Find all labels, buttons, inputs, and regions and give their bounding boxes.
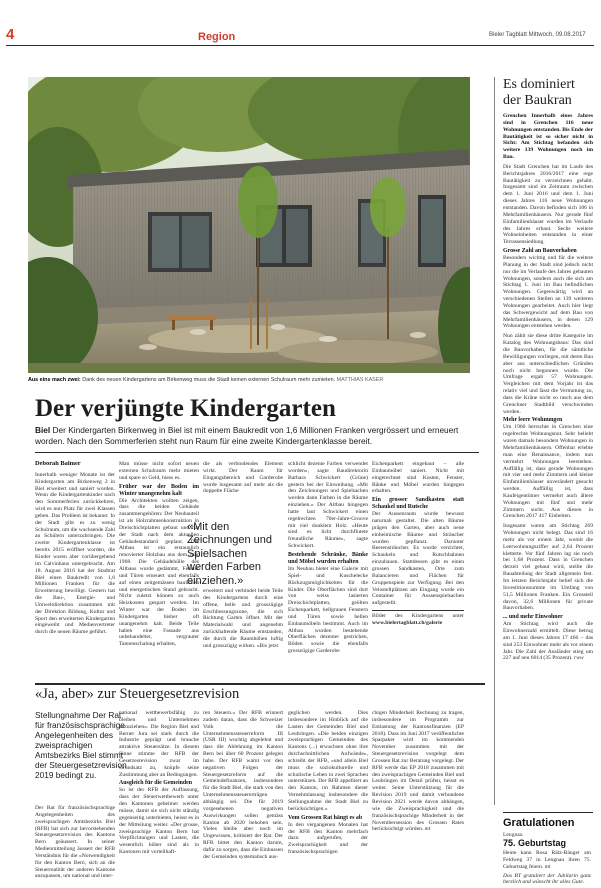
caption-lead: Aus eins mach zwei: — [28, 377, 81, 383]
article2-column-2 — [119, 710, 199, 883]
sidebar-headline-line-1: Es dominiert — [503, 77, 575, 92]
sidebar-subhead-einwohner: ... und mehr Einwohner — [503, 614, 563, 621]
article2-column-2-text-a: national wettbewerbsfähig zu bleiben und Unternehmen anzuziehen». Die Region Biel und Berner Jura sei stark durch die Industrie geprägt und brauche attraktive Steuersätze. In diesem Sinne stimme der RFB der Gesetzesrevision zwar im Grundsatz zu, knüpfe seine Zustimmung aber an Bedingungen. — [119, 710, 199, 778]
gallery-note-text: Bilder des Kindergartens unter — [372, 613, 464, 620]
gallery-note — [372, 610, 464, 627]
sidebar-signature: rww — [574, 655, 584, 662]
column-4-text-b: Im Neubau bietet eine Galerie mit Spiel- und Kuschelecke Rückzugsmöglichkeiten für die Kinder. Die Oberflächen sind dort von weiss lasierten Dreischichtplatten, geölten Eichenparkett, hellgrauen Fenstern und Türen sowie hellen Einbaumöbeln bestimmt. Auch im Altbau wurden bestehende Oberflächen dezenter gestrichen, Böden sowie die ebenfalls grosszügige Garderobe — [288, 565, 368, 655]
masthead-date: Bieler Tagblatt Mittwoch, 09.08.2017 — [489, 32, 586, 38]
sidebar-paragraph-2: Besonders wichtig und für die weitere Planung in der Stadt sind jedoch nicht nur die im Verlaufe des Jahres gebauten Wohnungen, sondern auch die sich am Stichtag 1. Juni im Bau befindlichen Wohnungen. Gegenwärtig wird an verschiedenen Stellen an 139 weiteren Wohnungen gearbeitet. Auch hier liegt das Schwergewicht auf dem Bau von Mehrfamilienhäusern, in denen 129 Wohnungen entstehen werden. — [503, 255, 593, 330]
column-5-text-a: Eichenparkett eingebaut – alle Einbaumöbel saniert. Nicht mit eingerechnet sind Kosten, Fenster, Bänke und Möbel wurden hingegen erhalten. — [372, 461, 464, 495]
column-4-text-a: schlicht dezente Farben verwendet worden», sagte Baudirektorin Barbara Schwickert (Grüne) gestern bei der Einweihung. «Mit den Zeichnungen und Spielsachen werden dann Farben in die Räume einziehen.» Der Altbau hingegen hatte laut Schwickert einen regelrechten 70er-Jahre-Groove mit viel dunklem Holz. «Heute sind es licht durchflutete freundliche Räume», sagte Schwickert. — [288, 461, 368, 550]
column-1-text: Innerhalb weniger Monate ist der Kindergarten am Birkenweg 2 in Biel erweitert und saniert worden. Wenn die Kindergartenkinder nach den Sommerferien zurückkehren, wird es nun Platz für zwei Klassen geben. Das Problem ist bekannt: In der Stadt gibt es zu wenig Schulraum, um die wachsende Zahl an Schülern unterzubringen. Die zweite Kindergartenklasse ist bereits 2015 eröffnet worden, die Kinder waren aber vorübergehend im Calvinhaus untergebracht. Am 18. August 2016 hat der Stadtrat Biel einen Baukredit von 1,6 Millionen Franken für die Erweiterung bewilligt. Gestern hat die Bau-, Energie- und Umweltdirektion zusammen mit der Direktion Bildung, Kultur und Sport den erweiterten Kindergarten eingeweiht und Medienvertreter durch die neuen Räume geführt. — [35, 471, 115, 636]
page-number: 4 — [6, 26, 15, 43]
article2-subhead-gemeinden: Ausgleich für die Gemeinden — [119, 780, 193, 787]
article2-column-4-text-a: geglichen werden. Dies insbesondere im Hinblick auf die Lasten der Gemeinden Biel und Leubringen. «Die beiden einzigen zweisprachigen Gemeinden des Kantons (...) erwachsen ohne ihre durchschnittlichen Aufwände», schreibt der RFB, «und allein Biel muss die soziokulturelle und schulische Leben in zwei Sprachen unterstützen. Der RFB appelliert an den Kanton, im Rahmen dieser Vernehmlassung insbesondere die Stellungnahme der Stadt Biel zu berücksichtigen.» — [288, 710, 368, 812]
article-column-1 — [35, 461, 115, 679]
caption-text: Dank des neuen Kindergartens am Birkenweg muss die Stadt keinen externen Schulraum mehr zumieten. — [82, 377, 336, 383]
sidebar-paragraph-1: Die Stadt Grenchen hat im Laufe des Berichtsjahres 2016/2017 eine rege Bautätigkeit zu verzeichnen gehabt. Insgesamt sind im Zeitraum zwischen dem 1. Juni 2016 und dem 1. Juni dieses Jahres 116 neue Wohnungen entstanden. Davon befinden sich 106 in Mehrfamilienhäusern. Nur gerade fünf Einfamilienhäuser wurden im Verlaufe des Jahres erbaut. Sechs weitere Wohneinheiten entstanden in einer Terrassensiedlung. — [503, 163, 593, 246]
photo-caption — [28, 377, 470, 384]
kindergarten-photo — [28, 77, 470, 373]
sidebar-subhead-wohnungen: Mehr leere Wohnungen — [503, 417, 563, 424]
sidebar-paragraph-6-text: Am Stichtag wird auch die Einwohnerzahl ermittelt. Diese betrug am 1. Juni dieses Jahres 17 466 – das sind 253 Einwohner mehr als vor einem Jahr. Die Zahl der Ausländer stieg um 227 auf neu 6014 (35 Prozent). — [503, 621, 593, 662]
gallery-link[interactable]: www.bielertagblatt.ch/galerie — [372, 619, 443, 626]
article-lead — [35, 425, 475, 446]
kindergarten-photo-illustration — [28, 77, 470, 373]
sidebar-article — [503, 113, 593, 809]
sidebar-divider — [494, 77, 495, 805]
article-headline: Der verjüngte Kindergarten — [35, 395, 336, 422]
article2-subhead-grosser-rat: Vom Grossen Rat hängt es ab — [288, 814, 363, 821]
article2-top-rule — [35, 683, 485, 685]
sidebar-intro-location: Grenchen — [503, 113, 527, 119]
article2-headline: «Ja, aber» zur Steuergesetzrevision — [35, 686, 240, 702]
article-column-3-bottom: erweitert und verbindet beide Teile des Kindergartens durch eine offene, helle und grosszügige Erschliessungszone, die sich Richtung Garten öffnet. Mit der Materialwahl und angenehm zurückhaltende Räume entstanden, die durch die Raumhöhen luftig und grosszügig wirken. «Bis jetzt — [203, 588, 283, 649]
sidebar-paragraph-4: Um 1960 herrschte in Grenchen eine regelrechte Wohnungsnot. Sehr beliebt waren damals besonders Wohnungen in Mehrfamilienhäusern. Offenbar erlebte man eine Renaissance, indem nun vermehrt Wohnungen leerstehen. Auffällig ist, dass gerade Wohnungen mit vier und mehr Zimmern und kleine Einfamilienhäuser unverändert gesucht werden. Auffällig ist, dass Kaufeigentümer vermehrt auch ältere Wohnungen mit fünf und mehr Zimmern sucht. Aus diesen in Grenchen 2017 417 Einheiten. — [503, 424, 593, 520]
article2-column-5 — [372, 710, 464, 883]
sidebar-paragraph-6 — [503, 621, 593, 662]
sidebar-intro — [503, 113, 593, 161]
lead-location: Biel — [35, 425, 51, 435]
article2-column-4-text-b: In den vergangenen Monaten hat der RFB den Kanton mehrfach dazu aufgerufen, der Zweisprachigkeit und der französischsprachigen — [288, 821, 368, 856]
congrats-header: Gratulationen — [503, 817, 575, 829]
sidebar-paragraph-5: Insgesamt waren am Stichtag 269 Wohnungen nicht belegt. Das sind 16 mehr als vor einem Jahr, womit die Leerwohnungsziffer auf 2,64 Prozent kletterte. Vor fünf Jahren lag sie noch bei 1,68 Prozent. Dass in Grenchen derzeit viel gebaut wird, stellte die Bauabteilung der Stadt allgemein fest. Im letzten Berichtsjahr belief sich die Investitionssumme im Umfang von 51,5 Millionen Franken. Ein Grossteil davon, 32,6 Millionen für private Bauvorhaben. — [503, 523, 593, 612]
congrats-signature: mt — [544, 863, 551, 870]
congrats-town: Lengnau — [503, 832, 523, 838]
congrats-message: Heute kann Rosa Rätz-Bänger am Feldweg 37 in Lengnau ihren 75. Geburtstag feiern. — [503, 850, 591, 870]
article2-column-4 — [288, 710, 368, 883]
lead-text: Der Kindergarten Birkenweg in Biel ist mit einem Baukredit von 1,6 Millionen Franken vergrössert und erneuert worden. Nach den Sommerferien steht nun Raum für eine zweite Kindergartenklasse bereit. — [35, 425, 459, 446]
article-column-5 — [372, 461, 464, 679]
header-rule — [6, 45, 594, 46]
sidebar-paragraph-3: Nun zählt sie diese dritte Kategorie im Katalog des Wohnungsbaus: Das sind die Bauvorhaben, für die sämtliche Bewilligungen vorliegen, mit deren Bau aber aus unterschiedlichen Gründen noch nicht begonnen wurde. Die Umfrage ergab 57 Wohnungen. Vergleichen mit dem Vorjahr ist das relativ viel und lässt die Vermutung zu, dass die Kräne nicht so rasch aus dem Grenchner Stadtbild verschwinden werden. — [503, 333, 593, 415]
article2-column-3: ren Steuern.» Der RFB erinnert zudem daran, dass die Schweizer Volk die Unternehmenssteuerreform III (USR III) wuchtig abgelehnt und dass die Ablehnung im Kanton Bern bei über 60 Prozent gelegen habe. Der RFB warnt vor den negativen Folgen der Steuergesetzreform auf die Gemeindefinanzen, insbesondere für die Stadt Biel, die stark von den Unternehmenssteuererträgen abhängig sei. Die für 2019 vorgesehenen negativen Auswirkungen sollen gemäss Kanton ab 2020 behoben sein. Vieles bleibe aber noch im Ungewissen, kritisiert der Rat. Der RFB bittet den Kanton darum, dafür zu sorgen, dass die Einbussen der Gemeinden systematisch aus- — [203, 710, 283, 860]
subhead-moebel: Bestehende Schränke, Bänke und Möbel wurden erhalten — [288, 551, 368, 565]
sidebar-headline — [503, 77, 575, 108]
article2-column-2-text-b: So ist der RFB der Auffassung, dass der Steuerwettbewerb unter den Kantonen geheimer werden müsse, damit sie sich nicht ständig gegenseitig unterbieten, heisst es in der Mitteilung weiter. «Der grosse, zweisprachige Kanton Bern hat Verpflichtungen und Lasten, die wesentlich höher sind als in Kantonen mit vorteilhaft- — [119, 787, 199, 856]
congrats-text — [503, 850, 591, 886]
congrats-title: 75. Geburtstag — [503, 838, 567, 848]
article2-column-1: Der Rat für französischsprachige Angelegenheiten des zweisprachigen Amtsbezirks Biel (RFB) hat sich zur bevorstehenden Steuergesetzrevision des Kantons Bern geäussert. In seiner Medienmitteilung äussert der RFB Verständnis für die «Notwendigkeit für den Kanton Bern, sich an die Steuerrealität der anderen Kantone anzupassen, um national und inter- — [35, 805, 115, 880]
column-5-text-b: Der Aussenraum wurde bewusst naturnah gestaltet. Die alten Bäume prägen den Garten, aber auch neue einheimische Bäume und Sträucher wurden gepflanzt. Darunter Beerensträucher. Es wurde verzichtet, Schaukeln und Rutschbahnen einzubauen. Stattdessen gibt es einen grossen Sandkasten, Orte zum Balancieren und Flächen für Gruppenspiele zur Verfügung. Bei den Velostellplätzen am Eingang wurde ein Container für Aussenspielsachen aufgestellt. — [372, 511, 464, 607]
pull-quote: «Mit den Zeichnungen und Spielsachen werden Farben einziehen.» — [187, 521, 273, 587]
subhead-boden: Früher war der Boden im Winter unangenehm kalt — [119, 483, 199, 497]
photo-credit: MATTHIAS KÄSER — [336, 377, 384, 383]
sidebar-headline-line-2: der Baukran — [503, 92, 572, 108]
article-column-3-top: die als verbindendes Element wirkt. Der Raum für Eingangsbereich und Garderobe wurde insgesamt auf mehr als die doppelte Fläche — [203, 461, 283, 495]
congrats-rule — [503, 812, 593, 813]
column-2-text-a: Man müsse nicht sofort neuen externen Schulraum mehr mieten und spare so Geld, hiess es. — [119, 461, 199, 481]
lead-rule — [35, 452, 479, 453]
article2-signature: mt — [424, 826, 431, 833]
sidebar-subhead-bauvorhaben: Grosse Zahl an Bauvorhaben — [503, 248, 577, 255]
article2-column-5-text: chigen Minderheit Rechnung zu tragen, insbesondere im Programm zur Entlastung der Kantonsfinanzen (EP 2018). Dass im Juni 2017 veröffentlichte Sparpaket wird im kommenden November zusammen mit der Steuergesetzrevision vorgelegt dem Grossen Rat zur Beratung vorgelegt. Der RFB werde das EP 2018 zusammen mit den zweisprachigen Gemeinden Biel und Leubringen im Detail prüfen, heisst es weiter. Seine Unterstützung für die Revision 2019 und damit verbundene Revision 2021 werde davon abhängen, wie die Zweisprachigkeit und die französischsprachige Minderheit in der Novembersession des Grossen Rates berücksichtigt würden. — [372, 710, 464, 833]
section-title: Region — [198, 31, 236, 43]
congrats-note: Das BT gratuliert der Jubilarin ganz herzlich und wünscht ihr alles Gute. — [503, 872, 591, 886]
column-2-text-b: Die Architekten wollten zeigen, dass die beiden Gebäude zusammengehören: Der Neubauteil ist als Holzrahmenkonstruktion in Dreischichtplatten gebaut und hat der Stadt nach dem aktuellen Gebäudestandard geplant. Der Altbau ist ein erstaunlich renovierter Holzbau aus dem Jahr 1968. Die Gebäudehülle des Altbaus wurde gedämmt, Fenster und Türen erneuert und ebenfalls auf einen zeitgemässen baulichen und energetischen Stand gebracht. Nicht zuletzt können so auch Heizkosten gespart werden. Im Winter war der Boden im Kindergarten bisher oft unangenehm kalt. Beide Teile haben eine Fassade aus unbehandelter, vergrauter Tannenschalung erhalten, — [119, 497, 199, 648]
article-author: Deborah Balmer — [35, 461, 81, 467]
sidebar-intro-text: Innerhalb eines Jahres sind in Grenchen 116 neue Wohnungen entstanden. Bis Ende der Bautätigkeit ist so sicher nicht in Sicht: Am Stichtag befanden sich weitere 139 Wohnungen noch im Bau. — [503, 113, 593, 161]
article2-deck: Stellungnahme Der Rat für französischsprachige Angelegenheiten des zweisprachigen Amtsbezirks Biel stimmt der Steuergesetzrevision 2019 bedingt zu. — [35, 710, 127, 780]
article-column-4 — [288, 461, 368, 679]
subhead-sandkasten: Ein grosser Sandkasten statt Schaukel und Rutsche — [372, 497, 464, 511]
